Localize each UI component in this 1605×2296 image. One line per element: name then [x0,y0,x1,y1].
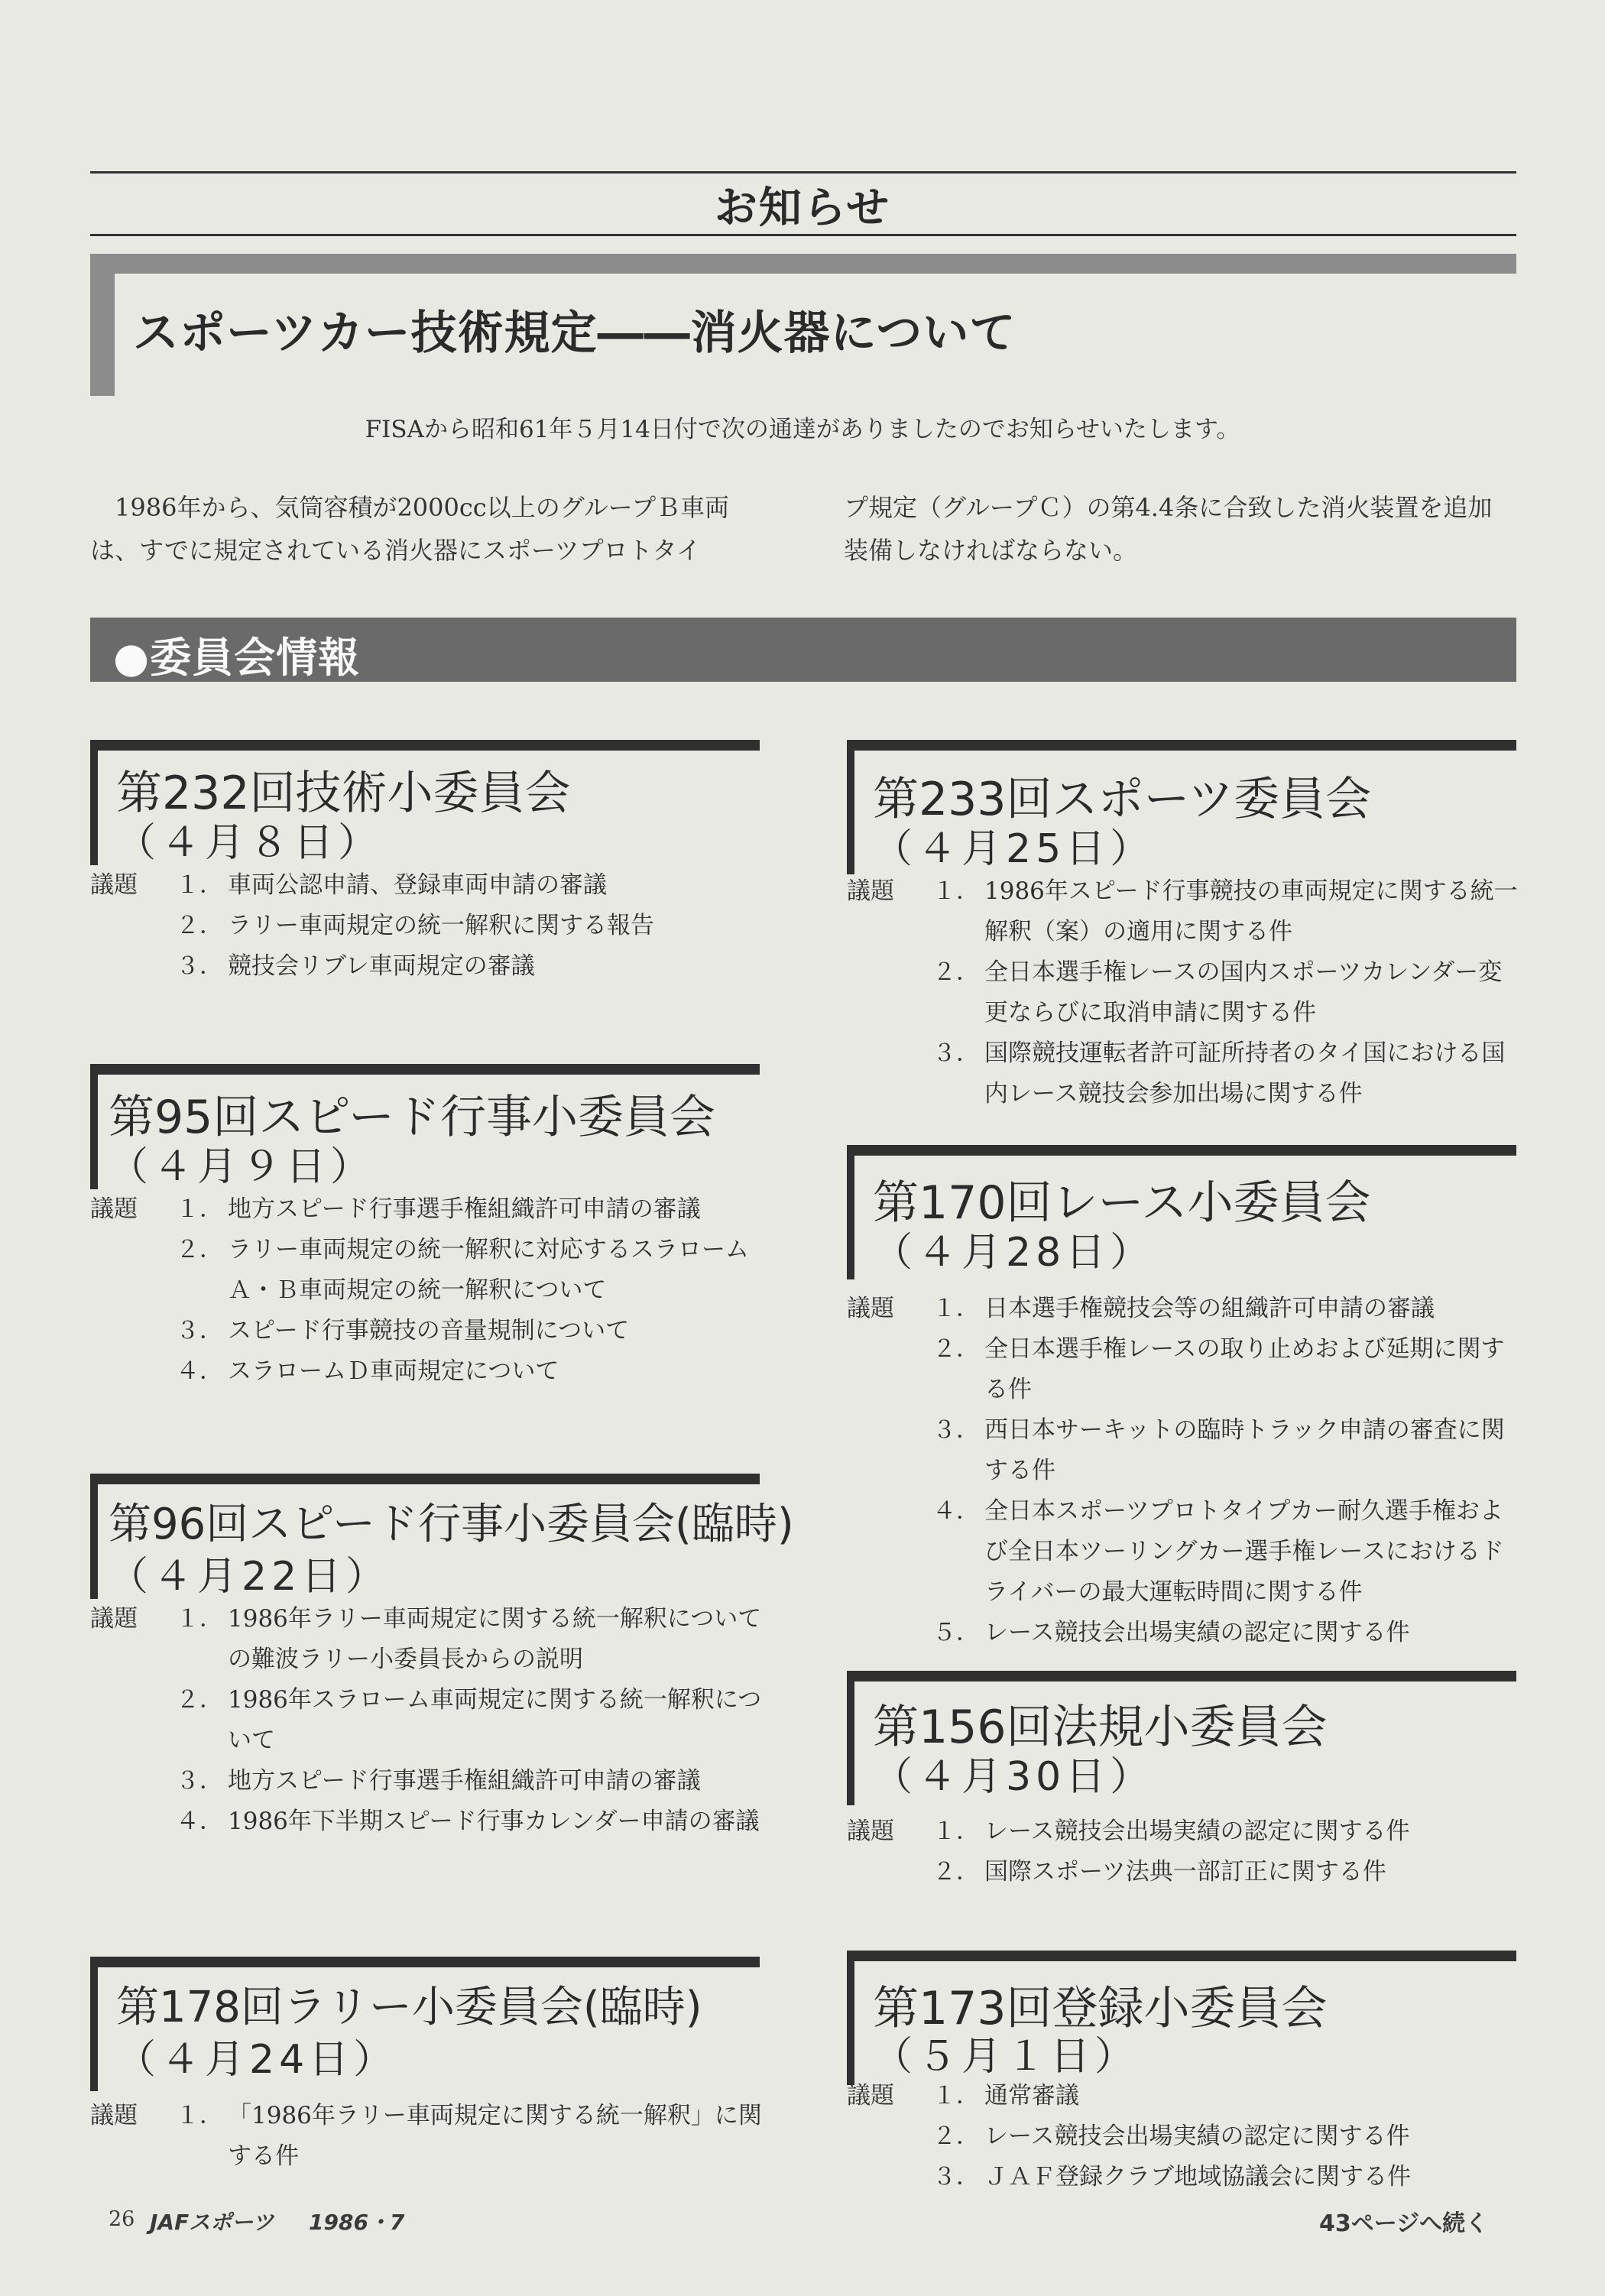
agenda-text: ラリー車両規定の統一解釈に関する報告 [228,912,654,939]
agenda-item [90,1599,763,1680]
agenda-number: ４． [932,1497,980,1525]
meeting-header-top-bar [847,1951,1516,1961]
meeting-title: 第178回ラリー小委員会(臨時) [116,1983,702,2032]
agenda-number: ５． [932,1619,980,1646]
agenda-text: スラロームＤ車両規定について [228,1357,559,1385]
meeting-header-top-bar [90,1064,760,1075]
meeting-header [90,740,763,865]
meeting-header-left-bar [847,740,854,874]
meeting-date: （５月１日） [873,2034,1140,2080]
agenda-number: ２． [932,2123,980,2150]
agenda-item [90,865,763,906]
agenda-text: スピード行事競技の音量規制について [228,1317,630,1344]
agenda-number: ２． [176,1686,223,1714]
title-band-top-bar [90,254,1516,274]
agenda-item [847,1852,1519,1892]
agenda-item [847,871,1519,952]
meeting-header-left-bar [90,740,98,865]
agenda-item [847,2157,1519,2197]
meeting-header-top-bar [90,1474,760,1484]
meeting-header [847,1145,1519,1276]
meeting-date: （４月24日） [116,2037,398,2083]
agenda-item [847,952,1519,1033]
agenda-item [847,1613,1519,1653]
meeting-header-top-bar [90,1957,760,1967]
agenda-number: １． [176,871,223,899]
heading-rule [90,234,1516,236]
agenda-number: １． [932,2082,980,2110]
magazine-name: JAFスポーツ [150,2210,274,2235]
meeting-block [847,1951,1519,2197]
body-paragraph-right: プ規定（グループＣ）の第4.4条に合致した消火装置を追加装備しなければならない。 [844,493,1493,565]
agenda-text: 全日本スポーツプロトタイプカー耐久選手権および全日本ツーリングカー選手権レースにおけるドライバーの最大運転時間に関する件 [984,1497,1504,1606]
agenda-item [90,1230,763,1311]
meeting-block [847,740,1519,1114]
meeting-block [90,740,763,987]
agenda-item [90,1761,763,1801]
meeting-header [847,1671,1519,1800]
agenda-item [847,2116,1519,2157]
agenda-text: 「1986年ラリー車両規定に関する統一解釈」に関する件 [228,2102,762,2170]
agenda-number: ４． [176,1808,223,1835]
agenda [847,871,1519,1114]
section-band [90,618,1516,682]
agenda-label: 議題 [90,871,138,899]
meeting-header-top-bar [847,740,1516,751]
article-title-band [90,254,1516,396]
agenda-item [90,1680,763,1761]
agenda-number: ３． [932,1039,980,1067]
meeting-header-left-bar [847,1951,854,2085]
agenda-number: １． [176,1605,223,1633]
agenda-item [847,1329,1519,1410]
meeting-header [90,1957,763,2082]
agenda-number: ２． [176,912,223,939]
agenda-item [90,906,763,946]
page-number: 26 [109,2207,135,2231]
body-paragraph-left: 1986年から、気筒容積が2000cc以上のグループＢ車両は、すでに規定されている消火器にスポーツプロトタイ [90,493,730,565]
meeting-header [847,1951,1519,2080]
agenda-text: レース競技会出場実績の認定に関する件 [984,1818,1410,1845]
meeting-header [90,1064,763,1189]
agenda-item [847,2076,1519,2116]
agenda-text: 通常審議 [984,2082,1079,2110]
meeting-block [90,1474,794,1842]
agenda-item [847,1289,1519,1329]
agenda-label: 議題 [90,1605,138,1633]
agenda-text: 地方スピード行事選手権組織許可申請の審議 [228,1767,701,1795]
agenda-item [90,2096,763,2177]
agenda-text: 全日本選手権レースの国内スポーツカレンダー変更ならびに取消申請に関する件 [984,958,1503,1026]
agenda-text: レース競技会出場実績の認定に関する件 [984,1619,1410,1646]
agenda [90,1599,763,1842]
agenda-item [90,1189,763,1230]
meeting-title: 第156回法規小委員会 [873,1701,1328,1754]
agenda-label: 議題 [847,2082,894,2110]
agenda-label: 議題 [90,1195,138,1223]
agenda-item [90,1801,763,1842]
agenda-text: 車両公認申請、登録車両申請の審議 [228,871,607,899]
agenda-number: ３． [176,952,223,980]
meeting-header [847,740,1519,872]
agenda-text: 国際競技運転者許可証所持者のタイ国における国内レース競技会参加出場に関する件 [984,1039,1506,1107]
meeting-header-left-bar [847,1145,854,1279]
agenda-text: 1986年スラローム車両規定に関する統一解釈について [228,1686,762,1754]
agenda-text: 1986年スピード行事競技の車両規定に関する統一解釈（案）の適用に関する件 [984,877,1518,945]
agenda-item [90,1351,763,1392]
agenda-item [90,1311,763,1351]
agenda [90,1189,763,1392]
agenda-number: ３． [176,1767,223,1795]
agenda-text: 日本選手権競技会等の組織許可申請の審議 [984,1295,1435,1322]
meeting-date: （４月８日） [116,820,383,866]
agenda-text: 1986年ラリー車両規定に関する統一解釈についての難波ラリー小委員長からの説明 [228,1605,762,1673]
agenda-label: 議題 [90,2102,138,2129]
agenda [90,2096,763,2177]
top-rule [90,171,1516,173]
agenda-number: ２． [932,1335,980,1363]
meeting-title: 第233回スポーツ委員会 [873,773,1372,826]
agenda-number: １． [176,2102,223,2129]
agenda-item [847,1410,1519,1491]
agenda-text: 地方スピード行事選手権組織許可申請の審議 [228,1195,701,1223]
meeting-header-left-bar [847,1671,854,1805]
agenda-text: ラリー車両規定の統一解釈に対応するスラロームＡ・Ｂ車両規定の統一解釈について [228,1236,749,1304]
agenda-number: ２． [176,1236,223,1263]
meeting-block [90,1064,763,1392]
meeting-block [847,1145,1519,1653]
article-title: スポーツカー技術規定――消火器について [133,306,1016,360]
continued-note: 43ページへ続く [1319,2210,1489,2237]
agenda [847,2076,1519,2197]
issue-date: 1986・7 [309,2210,405,2235]
agenda-number: １． [932,877,980,905]
notice-heading: お知らせ [714,183,891,233]
section-label: ●委員会情報 [113,634,361,682]
agenda-text: 1986年下半期スピード行事カレンダー申請の審議 [228,1808,760,1835]
agenda-label: 議題 [847,1295,894,1322]
agenda-text: ＪＡＦ登録クラブ地域協議会に関する件 [984,2163,1411,2191]
agenda-text: 国際スポーツ法典一部訂正に関する件 [984,1858,1386,1886]
agenda-text: 全日本選手権レースの取り止めおよび延期に関する件 [984,1335,1505,1403]
meeting-title: 第95回スピード行事小委員会 [109,1091,715,1144]
agenda-number: ３． [932,2163,980,2191]
meeting-date: （４月22日） [109,1554,391,1600]
meeting-title: 第173回登録小委員会 [873,1982,1328,2035]
agenda [847,1811,1519,1892]
agenda-item [847,1491,1519,1613]
agenda [90,865,763,987]
meeting-date: （４月25日） [873,826,1155,872]
meeting-date: （４月28日） [873,1230,1155,1276]
meeting-header-top-bar [90,740,760,751]
agenda-number: １． [176,1195,223,1223]
meeting-date: （４月30日） [873,1754,1155,1800]
agenda-number: ２． [932,958,980,986]
agenda-number: ４． [176,1357,223,1385]
agenda-text: レース競技会出場実績の認定に関する件 [984,2123,1410,2150]
agenda-text: 西日本サーキットの臨時トラック申請の審査に関する件 [984,1416,1505,1484]
meeting-block [90,1957,763,2177]
meeting-header-top-bar [847,1145,1516,1156]
agenda-number: １． [932,1295,980,1322]
meeting-header-left-bar [90,1474,98,1599]
meeting-header-left-bar [90,1957,98,2091]
agenda [847,1289,1519,1653]
meeting-title: 第232回技術小委員会 [116,767,571,820]
agenda-number: １． [932,1818,980,1845]
agenda-label: 議題 [847,1818,894,1845]
title-band-left-bar [90,254,115,396]
agenda-number: ２． [932,1858,980,1886]
meeting-block [847,1671,1519,1892]
agenda-text: 競技会リブレ車両規定の審議 [228,952,535,980]
agenda-item [847,1033,1519,1114]
agenda-number: ３． [932,1416,980,1444]
meeting-header-left-bar [90,1064,98,1189]
meeting-date: （４月９日） [109,1144,375,1190]
agenda-item [847,1811,1519,1852]
intro-text: FISAから昭和61年５月14日付で次の通達がありましたのでお知らせいたします。 [365,416,1240,443]
meeting-header [90,1474,794,1600]
agenda-item [90,946,763,987]
meeting-title: 第170回レース小委員会 [873,1176,1371,1230]
agenda-label: 議題 [847,877,894,905]
meeting-title: 第96回スピード行事小委員会(臨時) [109,1500,794,1549]
meeting-header-top-bar [847,1671,1516,1681]
agenda-number: ３． [176,1317,223,1344]
